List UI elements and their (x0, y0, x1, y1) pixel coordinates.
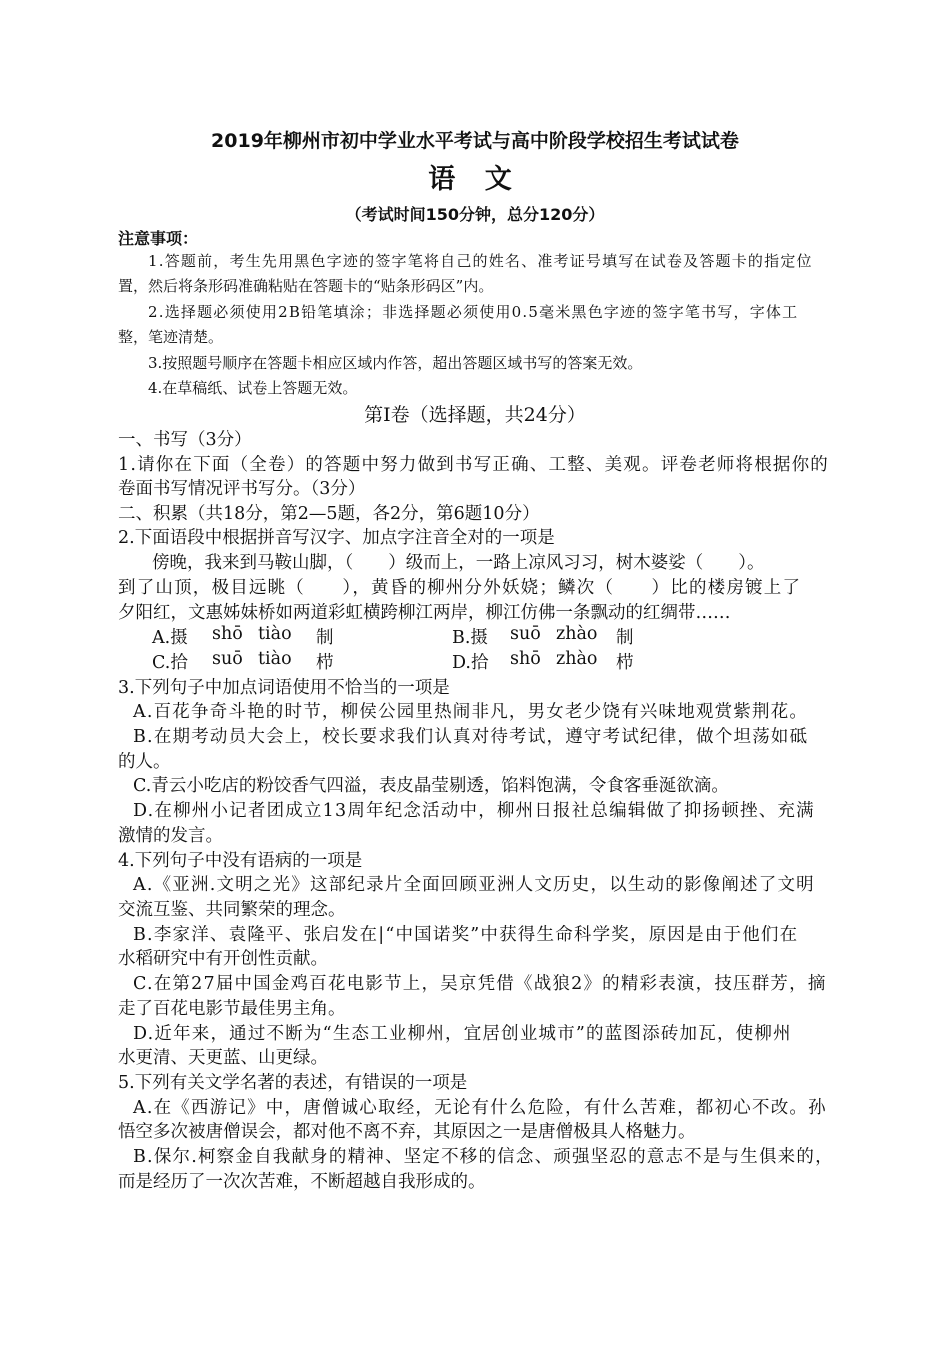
option-pinyin: zhào (556, 624, 598, 644)
option-pinyin: shō (212, 624, 243, 644)
text-line: A.在《西游记》中，唐僧诚心取经，无论有什么危险，有什么苦难，都初心不改。孙 (133, 1098, 827, 1118)
text-line: 1.请你在下面（全卷）的答题中努力做到书写正确、工整、美观。评卷老师将根据你的 (118, 455, 829, 475)
notice-line: 2.选择题必须使用2B铅笔填涂；非选择题必须使用0.5毫米黑色字迹的签字笔书写，字体工 (148, 303, 799, 321)
text-line: C.青云小吃店的粉饺香气四溢，表皮晶莹剔透，馅料饱满，令食客垂涎欲滴。 (133, 776, 729, 796)
notice-line: 4.在草稿纸、试卷上答题无效。 (148, 379, 358, 397)
text-line: 5.下列有关文学名著的表述，有错误的一项是 (118, 1073, 468, 1093)
notice-line: 1.答题前，考生先用黑色字迹的签字笔将自己的姓名、准考证号填写在试卷及答题卡的指定位 (148, 252, 813, 270)
text-line: 交流互鉴、共同繁荣的理念。 (118, 900, 346, 920)
text-line: 激情的发言。 (118, 826, 223, 846)
text-line: 3.下列句子中加点词语使用不恰当的一项是 (118, 678, 450, 698)
text-line: 走了百花电影节最佳男主角。 (118, 999, 346, 1019)
notice-line: 置，然后将条形码准确粘贴在答题卡的“贴条形码区”内。 (118, 277, 494, 295)
notice-heading: 注意事项： (118, 229, 199, 248)
exam-title: 2019年柳州市初中学业水平考试与高中阶段学校招生考试试卷 (211, 130, 739, 152)
option-pinyin: suō (212, 649, 243, 669)
option-label: C.拾 (152, 653, 188, 673)
text-line: 水稻研究中有开创性贡献。 (118, 949, 328, 969)
notice-line: 3.按照题号顺序在答题卡相应区域内作答，超出答题区域书写的答案无效。 (148, 354, 643, 372)
option-char: 栉 (316, 653, 334, 673)
text-line: D.近年来，通过不断为“生态工业柳州，宜居创业城市”的蓝图添砖加瓦，使柳州 (133, 1024, 792, 1044)
text-line: 2.下面语段中根据拼音写汉字、加点字注音全对的一项是 (118, 528, 555, 548)
option-pinyin: suō (510, 624, 541, 644)
option-label: D.拾 (452, 653, 489, 673)
exam-info: （考试时间150分钟，总分120分） (345, 205, 605, 224)
text-line: D.在柳州小记者团成立13周年纪念活动中，柳州日报社总编辑做了抑扬顿挫、充满 (133, 801, 815, 821)
section-title: 第Ⅰ卷（选择题，共24分） (364, 404, 586, 426)
text-line: B.在期考动员大会上，校长要求我们认真对待考试，遵守考试纪律，做个坦荡如砥 (133, 727, 809, 747)
text-line: 4.下列句子中没有语病的一项是 (118, 851, 363, 871)
text-line: A.《亚洲.文明之光》这部纪录片全面回顾亚洲人文历史，以生动的影像阐述了文明 (133, 875, 815, 895)
option-char: 制 (616, 628, 634, 648)
text-line: 二、积累（共18分，第2—5题，各2分，第6题10分） (118, 504, 540, 524)
text-line: 而是经历了一次次苦难，不断超越自我形成的。 (118, 1172, 486, 1192)
text-line: 一、书写（3分） (118, 430, 252, 450)
text-line: 的人。 (118, 752, 171, 772)
option-pinyin: zhào (556, 649, 598, 669)
text-line: 悟空多次被唐僧误会，都对他不离不弃，其原因之一是唐僧极具人格魅力。 (118, 1122, 696, 1142)
option-pinyin: tiào (258, 624, 292, 644)
option-char: 制 (316, 628, 334, 648)
text-line: 水更清、天更蓝、山更绿。 (118, 1048, 328, 1068)
text-line: 夕阳红，文惠姊妹桥如两道彩虹横跨柳江两岸，柳江仿佛一条飘动的红绸带…… (118, 603, 731, 623)
option-label: A.摄 (152, 628, 188, 648)
option-char: 栉 (616, 653, 634, 673)
subject-title: 语 文 (428, 164, 522, 195)
text-line: A.百花争奇斗艳的时节，柳侯公园里热闹非凡，男女老少饶有兴味地观赏紫荆花。 (133, 702, 809, 722)
text-line: 卷面书写情况评书写分。（3分） (118, 479, 366, 499)
text-line: B.李家洋、袁隆平、张启发在|“中国诺奖”中获得生命科学奖，原因是由于他们在 (133, 925, 799, 945)
text-line: 傍晚，我来到马鞍山脚，（ ）级而上，一路上凉风习习，树木婆娑（ ）。 (152, 553, 765, 573)
text-line: B.保尔.柯察金自我献身的精神、坚定不移的信念、顽强坚忍的意志不是与生俱来的， (133, 1147, 834, 1167)
option-label: B.摄 (452, 628, 488, 648)
text-line: 到了山顶，极目远眺（ ），黄昏的柳州分外妖娆；鳞次（ ）比的楼房镀上了 (118, 578, 802, 598)
text-line: C.在第27届中国金鸡百花电影节上，吴京凭借《战狼2》的精彩表演，技压群芳，摘 (133, 974, 827, 994)
option-pinyin: shō (510, 649, 541, 669)
option-pinyin: tiào (258, 649, 292, 669)
notice-line: 整，笔迹清楚。 (118, 328, 224, 346)
